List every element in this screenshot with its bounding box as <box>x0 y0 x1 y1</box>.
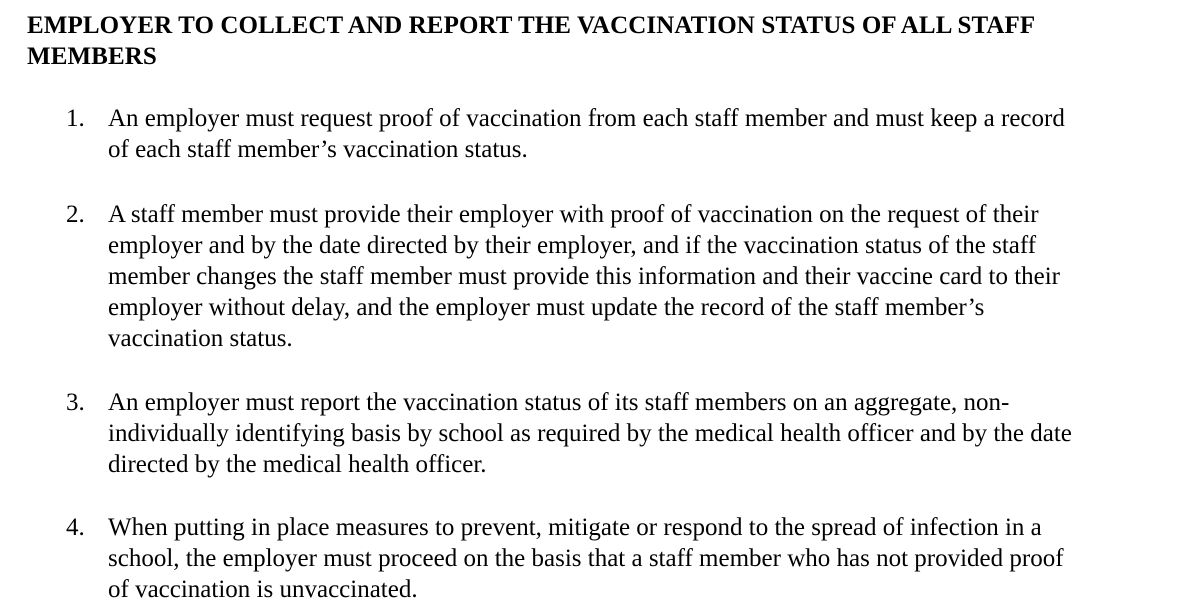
text-line: When putting in place measures to prevent, mitigate or respond to the spread of infection in a <box>108 514 1042 541</box>
list-item-number: 2. <box>66 201 85 228</box>
text-line: member changes the staff member must provide this information and their vaccine card to their <box>108 263 1061 290</box>
list-item-text <box>108 103 1188 165</box>
text-line: individually identifying basis by school as required by the medical health officer and by the date <box>108 420 1072 447</box>
text-line: A staff member must provide their employer with proof of vaccination on the request of their <box>108 201 1039 228</box>
text-line: An employer must report the vaccination status of its staff members on an aggregate, non- <box>108 389 1010 416</box>
list-item-number: 1. <box>66 105 85 132</box>
text-line: employer without delay, and the employer must update the record of the staff member’s <box>108 294 985 321</box>
heading-line: EMPLOYER TO COLLECT AND REPORT THE VACCINATION STATUS OF ALL STAFF <box>27 12 1036 39</box>
list-item-number: 3. <box>66 389 85 416</box>
text-line: of each staff member’s vaccination status. <box>108 136 528 163</box>
text-line: of vaccination is unvaccinated. <box>108 576 418 603</box>
list-item-text <box>108 199 1188 354</box>
text-line: vaccination status. <box>108 325 293 352</box>
heading-line: MEMBERS <box>27 43 157 70</box>
list-item-text <box>108 387 1188 480</box>
text-line: employer and by the date directed by their employer, and if the vaccination status of the staff <box>108 232 1037 259</box>
list-item-number: 4. <box>66 514 85 541</box>
text-line: directed by the medical health officer. <box>108 451 487 478</box>
text-line: An employer must request proof of vaccination from each staff member and must keep a record <box>108 105 1065 132</box>
text-line: school, the employer must proceed on the basis that a staff member who has not provided proof <box>108 545 1064 572</box>
list-item-text <box>108 512 1188 605</box>
section-heading <box>27 10 1187 72</box>
